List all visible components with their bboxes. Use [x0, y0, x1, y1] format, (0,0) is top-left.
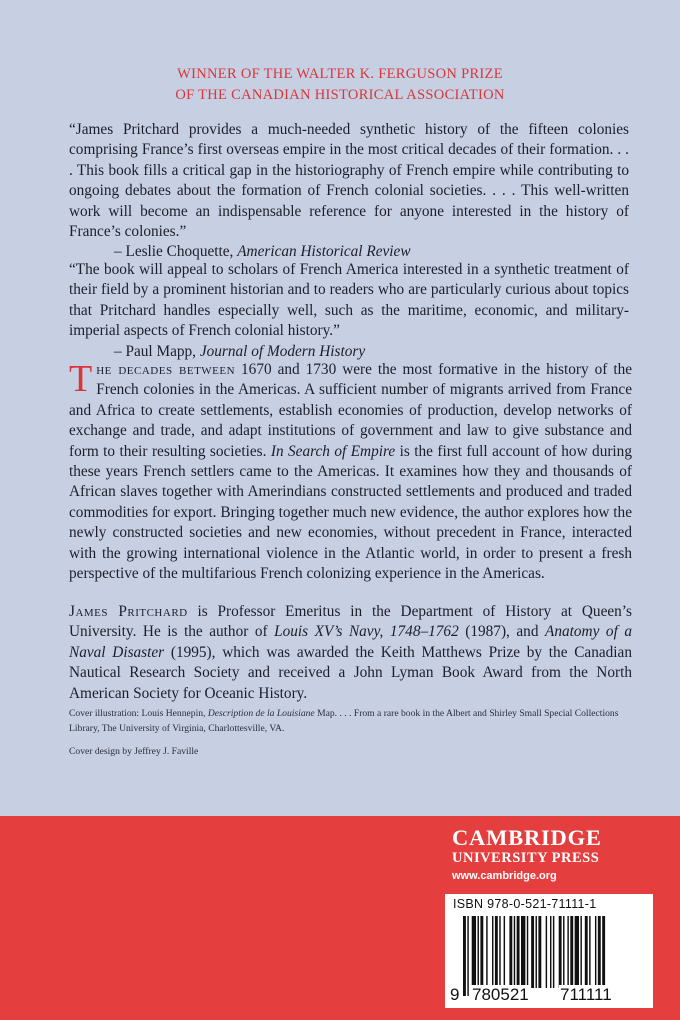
author-bio-text-1: is Professor Emeritus in the Department of History at Queen’s University. He is the author of	[69, 603, 632, 641]
publisher-website: www.cambridge.org	[452, 870, 557, 882]
review-quote-1	[69, 120, 629, 263]
barcode-bar	[492, 916, 493, 988]
publisher-subtitle: UNIVERSITY PRESS	[452, 850, 600, 866]
description-text-2: is the first full account of how during these years French settlers came to the Americas. It examines how they and thousands of African slaves together with Amerindians constructed settlements and produced and traded commodities for export. Bringing together much new evidence, the author explores how the newly constructed societies and new economies, without precedent in France, interacted with the growing international violence in the Atlantic world, in order to present a fresh perspective of the multifarious French colonizing experience in the Americas.	[69, 442, 632, 583]
review-quote-1-text: “James Pritchard provides a much-needed synthetic history of the fifteen colonies comprising France’s first overseas empire in the most critical decades of their formation. . . . This book fills a critical gap in the historiography of French empire while contributing to ongoing debates about the formation of French colonial societies. . . . This well-written work will become an indispensable reference for anyone interested in the history of France’s colonies.”	[69, 121, 629, 241]
barcode-digit-first: 9	[450, 985, 460, 1004]
design-credit: Cover design by Jeffrey J. Faville	[69, 746, 199, 757]
drop-cap: T	[69, 358, 93, 400]
barcode-bar	[536, 916, 537, 988]
barcode-bar	[517, 916, 520, 988]
author-bio	[69, 602, 632, 704]
book-title: In Search of Empire	[270, 442, 396, 460]
description-lead: he decades between	[96, 361, 236, 378]
book-description	[69, 360, 632, 584]
review-quote-2-source: Journal of Modern History	[199, 342, 366, 360]
barcode-bar	[527, 916, 528, 988]
illustration-title: Description de la Louisiane	[207, 708, 315, 719]
author-bio-text-2: (1987), and	[458, 623, 546, 641]
barcode-bar	[463, 916, 466, 996]
review-quote-2-author: – Paul Mapp,	[114, 342, 197, 360]
review-quote-1-source: American Historical Review	[237, 243, 411, 261]
barcode-bar	[504, 916, 505, 988]
review-quote-2	[69, 260, 629, 362]
author-book-1: Louis XV’s Navy, 1748–1762	[274, 623, 459, 641]
barcode-bar	[598, 916, 601, 988]
barcode-bar	[486, 916, 487, 988]
barcode-bar	[480, 916, 483, 988]
author-book-2: Anatomy of a Naval Disaster	[69, 623, 632, 661]
prize-line-1: WINNER OF THE WALTER K. FERGUSON PRIZE	[177, 66, 503, 82]
barcode	[463, 916, 649, 996]
barcode-bar	[602, 916, 605, 996]
review-quote-2-text: “The book will appeal to scholars of French America interested in a synthetic treatment of their field by a prominent historian and to readers who are particularly curious about topics that Pritchard handles especially well, such as the maritime, economic, and military-imperial aspects of French colonial history.”	[69, 261, 629, 340]
barcode-bar	[514, 916, 515, 988]
barcode-bar	[509, 916, 512, 988]
author-name: James Pritchard	[69, 603, 188, 620]
publisher-name: CAMBRIDGE	[452, 825, 602, 850]
barcode-bar	[589, 916, 590, 988]
barcode-bar	[567, 916, 568, 988]
isbn-label: ISBN 978-0-521-71111-1	[453, 897, 597, 911]
author-bio-text-3: (1995), which was awarded the Keith Matthews Prize by the Canadian Nautical Research Society and received a John Lyman Book Award from the North American Society for Oceanic History.	[69, 643, 632, 702]
publisher-logo	[452, 826, 652, 885]
barcode-bar	[538, 916, 541, 988]
barcode-bar	[553, 916, 554, 988]
barcode-bar	[499, 916, 500, 988]
barcode-bar	[595, 916, 596, 988]
barcode-bar	[585, 916, 588, 988]
barcode-bar	[478, 916, 479, 988]
barcode-bar	[575, 916, 579, 988]
barcode-bar	[546, 916, 547, 988]
barcode-digit-group-1: 780521	[472, 985, 529, 1004]
barcode-bar	[559, 916, 562, 988]
illustration-credit	[69, 706, 632, 736]
barcode-bar	[570, 916, 573, 988]
prize-line-2: OF THE CANADIAN HISTORICAL ASSOCIATION	[175, 87, 505, 103]
review-quote-2-attribution	[69, 342, 629, 362]
illustration-credit-suffix: Map. . . . From a rare book in the Albert and Shirley Small Special Collections Library, The University of Virginia, Charlottesville, VA.	[69, 708, 619, 734]
barcode-bar	[521, 916, 525, 988]
description-text-1: 1670 and 1730 were the most formative in the history of the French colonies in the Americas. A sufficient number of migrants arrived from France and Africa to create settlements, establish economies of production, develop networks of exchange and trade, and adapt institutions of government and law to give substance and form to their resulting societies.	[69, 361, 633, 460]
illustration-credit-prefix: Cover illustration: Louis Hennepin,	[69, 708, 208, 719]
review-quote-1-author: – Leslie Choquette,	[114, 243, 234, 261]
barcode-bar	[531, 916, 534, 988]
prize-banner	[0, 64, 680, 106]
isbn-barcode-box	[445, 894, 653, 1008]
barcode-digit-group-2: 711111	[560, 985, 612, 1004]
cover-credits	[69, 706, 632, 767]
barcode-bar	[563, 916, 564, 988]
barcode-bar	[580, 916, 581, 988]
barcode-bar	[472, 916, 476, 988]
barcode-bar	[467, 916, 468, 996]
barcode-bar	[550, 916, 551, 988]
barcode-bar	[495, 916, 498, 988]
